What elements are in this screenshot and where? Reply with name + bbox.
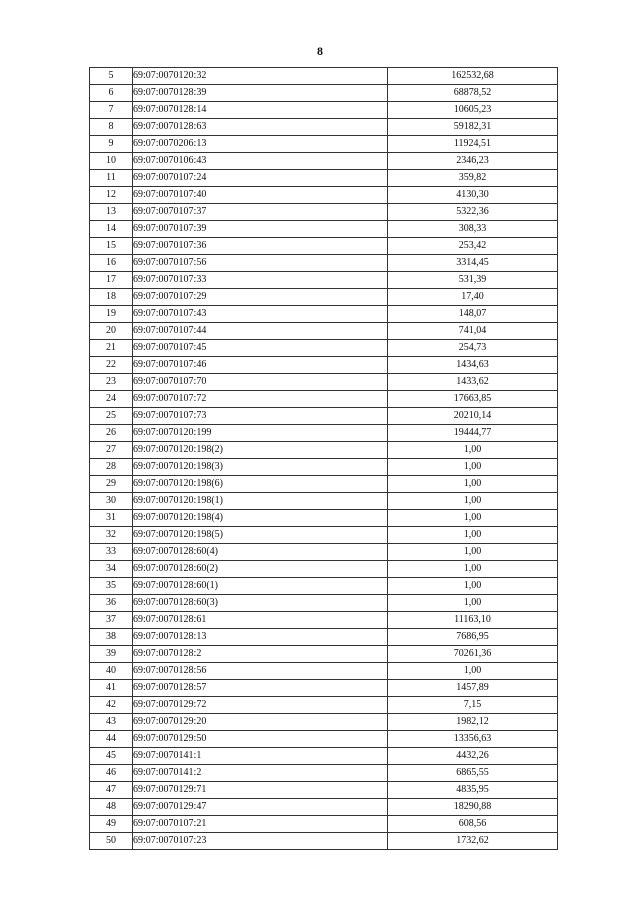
cadastral-number-cell: 69:07:0070107:73 (133, 408, 388, 425)
row-number-cell: 32 (90, 527, 133, 544)
table-row (90, 646, 558, 663)
table-row (90, 833, 558, 850)
row-number-cell: 12 (90, 187, 133, 204)
area-cell: 1434,63 (388, 357, 558, 374)
table-row (90, 510, 558, 527)
cadastral-table (89, 67, 558, 850)
cadastral-number-cell: 69:07:0070128:60(4) (133, 544, 388, 561)
cadastral-number-cell: 69:07:0070120:199 (133, 425, 388, 442)
table-row (90, 68, 558, 85)
cadastral-number-cell: 69:07:0070107:29 (133, 289, 388, 306)
table-row (90, 153, 558, 170)
row-number-cell: 21 (90, 340, 133, 357)
table-row (90, 221, 558, 238)
cadastral-number-cell: 69:07:0070129:47 (133, 799, 388, 816)
cadastral-number-cell: 69:07:0070107:72 (133, 391, 388, 408)
area-cell: 1,00 (388, 510, 558, 527)
cadastral-number-cell: 69:07:0070120:198(3) (133, 459, 388, 476)
row-number-cell: 30 (90, 493, 133, 510)
row-number-cell: 31 (90, 510, 133, 527)
area-cell: 1732,62 (388, 833, 558, 850)
area-cell: 17,40 (388, 289, 558, 306)
row-number-cell: 9 (90, 136, 133, 153)
area-cell: 1457,89 (388, 680, 558, 697)
cadastral-table-body (90, 68, 558, 850)
area-cell: 4432,26 (388, 748, 558, 765)
row-number-cell: 38 (90, 629, 133, 646)
cadastral-number-cell: 69:07:0070107:45 (133, 340, 388, 357)
table-row (90, 425, 558, 442)
cadastral-number-cell: 69:07:0070120:198(5) (133, 527, 388, 544)
row-number-cell: 40 (90, 663, 133, 680)
area-cell: 11163,10 (388, 612, 558, 629)
cadastral-number-cell: 69:07:0070206:13 (133, 136, 388, 153)
cadastral-number-cell: 69:07:0070141:2 (133, 765, 388, 782)
cadastral-number-cell: 69:07:0070107:56 (133, 255, 388, 272)
table-row (90, 459, 558, 476)
table-row (90, 476, 558, 493)
table-row (90, 289, 558, 306)
area-cell: 1,00 (388, 442, 558, 459)
cadastral-number-cell: 69:07:0070128:56 (133, 663, 388, 680)
area-cell: 5322,36 (388, 204, 558, 221)
table-row (90, 799, 558, 816)
row-number-cell: 15 (90, 238, 133, 255)
area-cell: 68878,52 (388, 85, 558, 102)
cadastral-number-cell: 69:07:0070128:57 (133, 680, 388, 697)
table-row (90, 272, 558, 289)
area-cell: 59182,31 (388, 119, 558, 136)
area-cell: 608,56 (388, 816, 558, 833)
area-cell: 1433,62 (388, 374, 558, 391)
row-number-cell: 47 (90, 782, 133, 799)
row-number-cell: 5 (90, 68, 133, 85)
area-cell: 7,15 (388, 697, 558, 714)
table-row (90, 748, 558, 765)
row-number-cell: 16 (90, 255, 133, 272)
page-number: 8 (317, 44, 323, 58)
row-number-cell: 11 (90, 170, 133, 187)
cadastral-number-cell: 69:07:0070107:46 (133, 357, 388, 374)
table-row (90, 238, 558, 255)
cadastral-number-cell: 69:07:0070107:43 (133, 306, 388, 323)
cadastral-number-cell: 69:07:0070107:39 (133, 221, 388, 238)
row-number-cell: 35 (90, 578, 133, 595)
row-number-cell: 23 (90, 374, 133, 391)
area-cell: 1,00 (388, 459, 558, 476)
cadastral-number-cell: 69:07:0070107:36 (133, 238, 388, 255)
area-cell: 17663,85 (388, 391, 558, 408)
area-cell: 6865,55 (388, 765, 558, 782)
table-row (90, 697, 558, 714)
row-number-cell: 18 (90, 289, 133, 306)
area-cell: 70261,36 (388, 646, 558, 663)
cadastral-number-cell: 69:07:0070107:70 (133, 374, 388, 391)
table-row (90, 663, 558, 680)
table-row (90, 714, 558, 731)
row-number-cell: 6 (90, 85, 133, 102)
cadastral-number-cell: 69:07:0070129:20 (133, 714, 388, 731)
row-number-cell: 22 (90, 357, 133, 374)
cadastral-number-cell: 69:07:0070128:13 (133, 629, 388, 646)
cadastral-number-cell: 69:07:0070128:60(1) (133, 578, 388, 595)
row-number-cell: 41 (90, 680, 133, 697)
cadastral-number-cell: 69:07:0070120:198(4) (133, 510, 388, 527)
table-row (90, 765, 558, 782)
cadastral-number-cell: 69:07:0070107:24 (133, 170, 388, 187)
table-row (90, 323, 558, 340)
cadastral-number-cell: 69:07:0070107:44 (133, 323, 388, 340)
cadastral-number-cell: 69:07:0070129:71 (133, 782, 388, 799)
area-cell: 4835,95 (388, 782, 558, 799)
table-row (90, 527, 558, 544)
table-row (90, 170, 558, 187)
row-number-cell: 19 (90, 306, 133, 323)
table-row (90, 816, 558, 833)
cadastral-number-cell: 69:07:0070107:21 (133, 816, 388, 833)
cadastral-number-cell: 69:07:0070129:72 (133, 697, 388, 714)
cadastral-number-cell: 69:07:0070128:2 (133, 646, 388, 663)
table-row (90, 544, 558, 561)
area-cell: 10605,23 (388, 102, 558, 119)
row-number-cell: 26 (90, 425, 133, 442)
row-number-cell: 43 (90, 714, 133, 731)
table-row (90, 595, 558, 612)
row-number-cell: 27 (90, 442, 133, 459)
area-cell: 18290,88 (388, 799, 558, 816)
table-row (90, 136, 558, 153)
cadastral-number-cell: 69:07:0070128:14 (133, 102, 388, 119)
table-row (90, 561, 558, 578)
table-row (90, 578, 558, 595)
row-number-cell: 44 (90, 731, 133, 748)
area-cell: 7686,95 (388, 629, 558, 646)
table-row (90, 629, 558, 646)
cadastral-number-cell: 69:07:0070120:198(2) (133, 442, 388, 459)
cadastral-number-cell: 69:07:0070120:198(1) (133, 493, 388, 510)
table-row (90, 255, 558, 272)
cadastral-number-cell: 69:07:0070120:198(6) (133, 476, 388, 493)
table-row (90, 204, 558, 221)
cadastral-number-cell: 69:07:0070107:33 (133, 272, 388, 289)
cadastral-number-cell: 69:07:0070128:60(2) (133, 561, 388, 578)
row-number-cell: 39 (90, 646, 133, 663)
table-row (90, 187, 558, 204)
area-cell: 1,00 (388, 595, 558, 612)
table-row (90, 357, 558, 374)
table-row (90, 493, 558, 510)
area-cell: 741,04 (388, 323, 558, 340)
table-row (90, 306, 558, 323)
row-number-cell: 45 (90, 748, 133, 765)
area-cell: 1,00 (388, 544, 558, 561)
area-cell: 162532,68 (388, 68, 558, 85)
area-cell: 1,00 (388, 561, 558, 578)
table-row (90, 612, 558, 629)
row-number-cell: 13 (90, 204, 133, 221)
row-number-cell: 49 (90, 816, 133, 833)
row-number-cell: 34 (90, 561, 133, 578)
row-number-cell: 33 (90, 544, 133, 561)
cadastral-number-cell: 69:07:0070107:23 (133, 833, 388, 850)
row-number-cell: 8 (90, 119, 133, 136)
cadastral-number-cell: 69:07:0070128:61 (133, 612, 388, 629)
row-number-cell: 10 (90, 153, 133, 170)
table-row (90, 680, 558, 697)
area-cell: 19444,77 (388, 425, 558, 442)
area-cell: 4130,30 (388, 187, 558, 204)
table-row (90, 85, 558, 102)
row-number-cell: 24 (90, 391, 133, 408)
row-number-cell: 14 (90, 221, 133, 238)
row-number-cell: 36 (90, 595, 133, 612)
cadastral-number-cell: 69:07:0070106:43 (133, 153, 388, 170)
row-number-cell: 17 (90, 272, 133, 289)
row-number-cell: 46 (90, 765, 133, 782)
area-cell: 253,42 (388, 238, 558, 255)
area-cell: 20210,14 (388, 408, 558, 425)
table-row (90, 340, 558, 357)
row-number-cell: 28 (90, 459, 133, 476)
area-cell: 11924,51 (388, 136, 558, 153)
cadastral-number-cell: 69:07:0070128:39 (133, 85, 388, 102)
area-cell: 13356,63 (388, 731, 558, 748)
row-number-cell: 48 (90, 799, 133, 816)
cadastral-number-cell: 69:07:0070129:50 (133, 731, 388, 748)
cadastral-number-cell: 69:07:0070128:63 (133, 119, 388, 136)
table-row (90, 391, 558, 408)
table-row (90, 374, 558, 391)
cadastral-number-cell: 69:07:0070120:32 (133, 68, 388, 85)
cadastral-number-cell: 69:07:0070107:37 (133, 204, 388, 221)
area-cell: 1,00 (388, 527, 558, 544)
cadastral-number-cell: 69:07:0070128:60(3) (133, 595, 388, 612)
row-number-cell: 20 (90, 323, 133, 340)
area-cell: 1,00 (388, 493, 558, 510)
table-row (90, 119, 558, 136)
table-row (90, 731, 558, 748)
area-cell: 1,00 (388, 578, 558, 595)
area-cell: 531,39 (388, 272, 558, 289)
area-cell: 254,73 (388, 340, 558, 357)
cadastral-number-cell: 69:07:0070141:1 (133, 748, 388, 765)
table-row (90, 442, 558, 459)
area-cell: 2346,23 (388, 153, 558, 170)
table-row (90, 782, 558, 799)
table-row (90, 408, 558, 425)
row-number-cell: 29 (90, 476, 133, 493)
area-cell: 1,00 (388, 476, 558, 493)
area-cell: 148,07 (388, 306, 558, 323)
area-cell: 1,00 (388, 663, 558, 680)
area-cell: 1982,12 (388, 714, 558, 731)
row-number-cell: 25 (90, 408, 133, 425)
table-row (90, 102, 558, 119)
row-number-cell: 37 (90, 612, 133, 629)
cadastral-number-cell: 69:07:0070107:40 (133, 187, 388, 204)
row-number-cell: 42 (90, 697, 133, 714)
area-cell: 359,82 (388, 170, 558, 187)
area-cell: 3314,45 (388, 255, 558, 272)
area-cell: 308,33 (388, 221, 558, 238)
row-number-cell: 50 (90, 833, 133, 850)
row-number-cell: 7 (90, 102, 133, 119)
